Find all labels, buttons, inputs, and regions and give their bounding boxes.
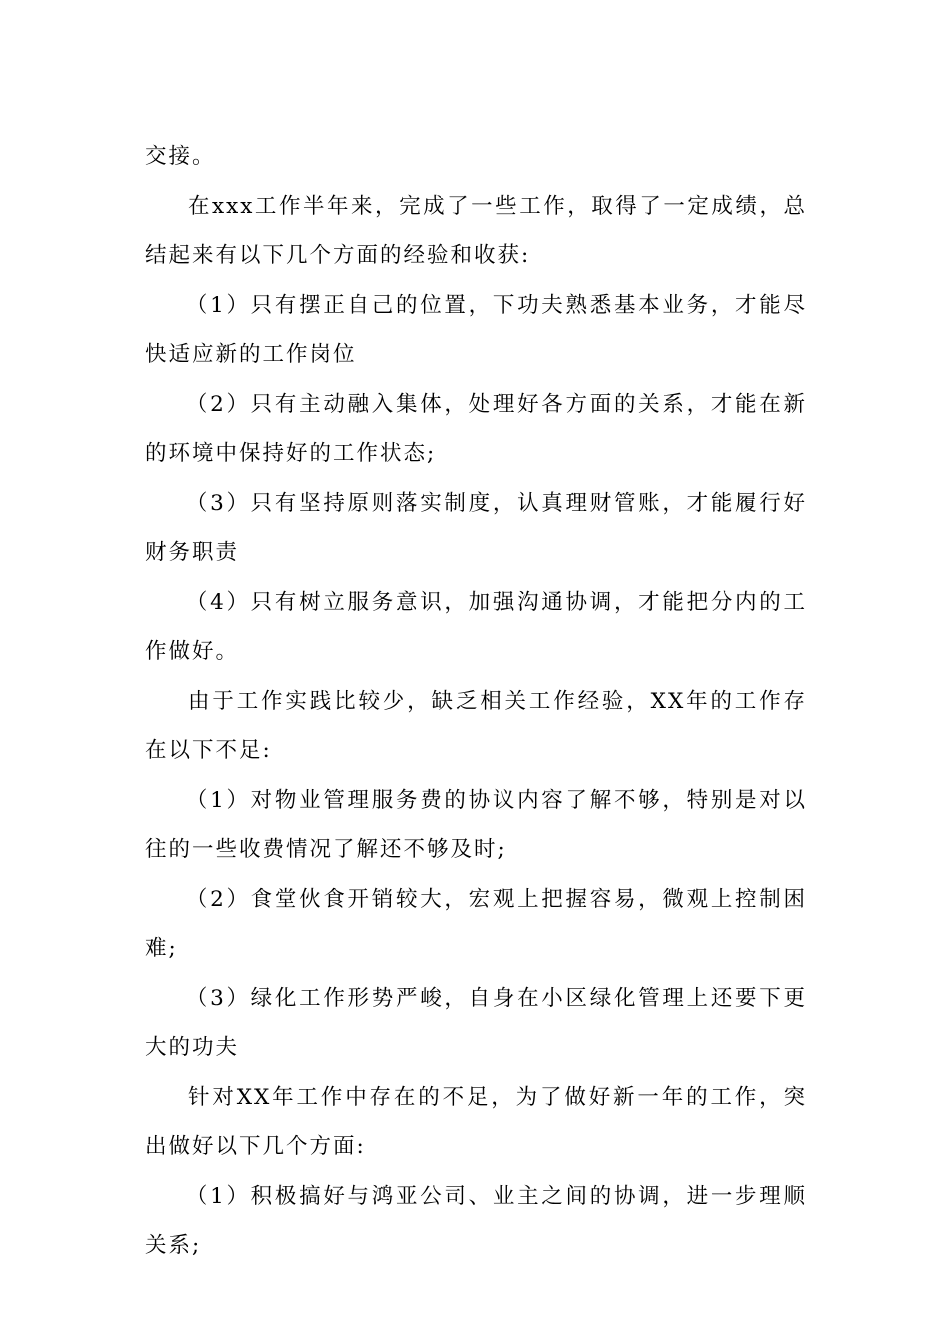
paragraph-shortcoming-3: （3）绿化工作形势严峻，自身在小区绿化管理上还要下更大的功夫 <box>145 985 807 1060</box>
paragraph-plan-1: （1）积极搞好与鸿亚公司、业主之间的协调，进一步理顺关系; <box>145 1183 807 1258</box>
paragraph-continuation: 交接。 <box>145 144 216 169</box>
paragraph-plans-intro: 针对XX年工作中存在的不足，为了做好新一年的工作，突出做好以下几个方面: <box>145 1084 807 1159</box>
paragraph-experience-3: （3）只有坚持原则落实制度，认真理财管账，才能履行好财务职责 <box>145 490 807 565</box>
paragraph-shortcoming-2: （2）食堂伙食开销较大，宏观上把握容易，微观上控制困难; <box>145 886 807 961</box>
paragraph-experience-1: （1）只有摆正自己的位置，下功夫熟悉基本业务，才能尽快适应新的工作岗位 <box>145 292 807 367</box>
paragraph-experience-4: （4）只有树立服务意识，加强沟通协调，才能把分内的工作做好。 <box>145 589 807 664</box>
paragraph-experience-intro: 在xxx工作半年来，完成了一些工作，取得了一定成绩，总结起来有以下几个方面的经验和收获: <box>145 193 807 268</box>
paragraph-shortcomings-intro: 由于工作实践比较少，缺乏相关工作经验，XX年的工作存在以下不足: <box>145 688 807 763</box>
paragraph-shortcoming-1: （1）对物业管理服务费的协议内容了解不够，特别是对以往的一些收费情况了解还不够及时; <box>145 787 807 862</box>
paragraph-experience-2: （2）只有主动融入集体，处理好各方面的关系，才能在新的环境中保持好的工作状态; <box>145 391 807 466</box>
document-body <box>145 132 807 1271</box>
